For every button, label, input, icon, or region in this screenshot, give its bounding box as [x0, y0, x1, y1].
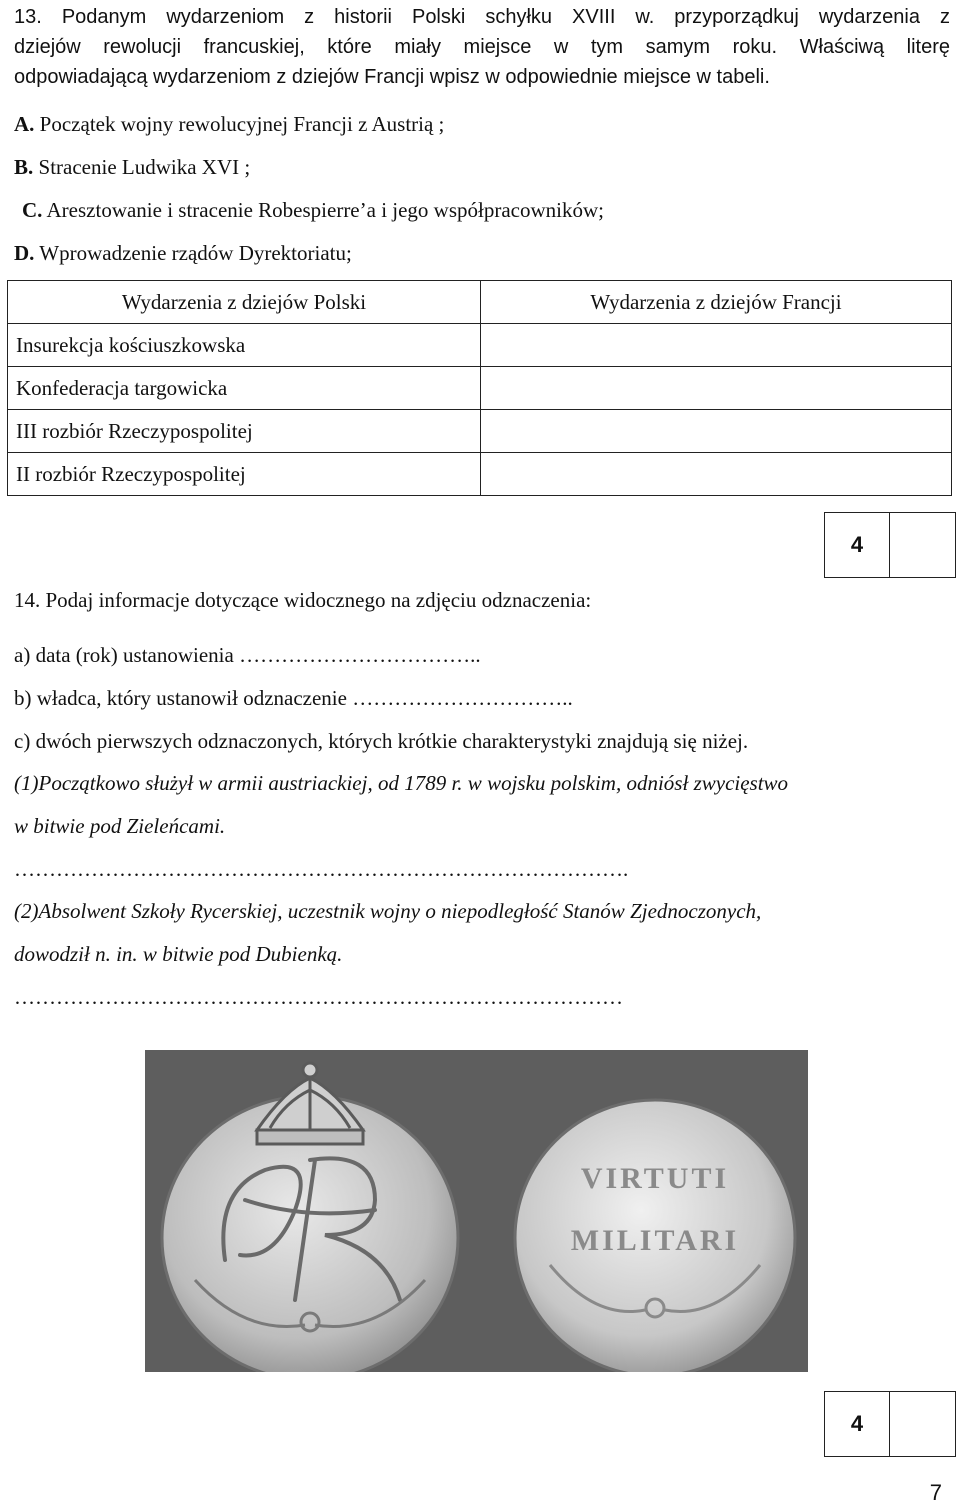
table-header-row	[8, 281, 952, 324]
question-13-text	[14, 2, 950, 92]
person-1-line-2: w bitwie pod Zieleńcami.	[14, 814, 226, 838]
q14-a: a) data (rok) ustanowienia ……………………………..	[14, 643, 481, 667]
events-table	[7, 280, 952, 496]
table-row	[8, 324, 952, 367]
q14-b: b) władca, który ustanowił odznaczenie …………………………..	[14, 686, 573, 710]
page-number: 7	[929, 1480, 942, 1505]
medal-text-virtuti: VIRTUTI	[580, 1162, 730, 1195]
q13-line-3: odpowiadającą wydarzeniom z dziejów Francji wpisz w odpowiednie miejsce w tabeli.	[14, 66, 770, 88]
france-answer-cell[interactable]	[481, 410, 952, 453]
poland-event: Insurekcja kościuszkowska	[8, 324, 481, 367]
header-poland: Wydarzenia z dziejów Polski	[8, 281, 481, 324]
option-d: D. Wprowadzenie rządów Dyrektoriatu;	[14, 241, 352, 265]
q13-line-2: dziejów rewolucji francuskiej, które miały miejsce w tym samym roku. Właściwą literę	[14, 36, 950, 58]
medal-photo	[145, 1050, 808, 1372]
poland-event: III rozbiór Rzeczypospolitej	[8, 410, 481, 453]
q14-c: c) dwóch pierwszych odznaczonych, których krótkie charakterystyki znajdują się niżej.	[14, 729, 749, 753]
option-a: A. Początek wojny rewolucyjnej Francji z Austrią ;	[14, 112, 445, 136]
medal-reverse	[515, 1100, 795, 1372]
max-points: 4	[825, 513, 890, 577]
awarded-points-cell[interactable]	[890, 513, 954, 577]
person-2-answer-line[interactable]: ……………………………………………………………………………	[14, 985, 623, 1009]
france-answer-cell[interactable]	[481, 324, 952, 367]
question-14-title: 14. Podaj informacje dotyczące widocznego na zdjęciu odznaczenia:	[14, 588, 592, 612]
medal-photo-svg	[145, 1050, 808, 1372]
q13-line-1: 13. Podanym wydarzeniom z historii Polski schyłku XVIII w. przyporządkuj wydarzenia z	[14, 6, 950, 28]
q13-score-box	[824, 512, 956, 578]
poland-event: II rozbiór Rzeczypospolitej	[8, 453, 481, 496]
poland-event: Konfederacja targowicka	[8, 367, 481, 410]
table-row	[8, 410, 952, 453]
header-france: Wydarzenia z dziejów Francji	[481, 281, 952, 324]
q14-score-box	[824, 1391, 956, 1457]
person-1-answer-line[interactable]: …………………………………………………………………………….	[14, 857, 629, 881]
option-c: C. Aresztowanie i stracenie Robespierre’a i jego współpracowników;	[22, 198, 604, 222]
person-2-line-1: (2)Absolwent Szkoły Rycerskiej, uczestnik wojny o niepodległość Stanów Zjednoczonych,	[14, 899, 762, 923]
france-answer-cell[interactable]	[481, 367, 952, 410]
person-2-line-2: dowodził n. in. w bitwie pod Dubienką.	[14, 942, 343, 966]
max-points: 4	[825, 1392, 890, 1456]
table-row	[8, 367, 952, 410]
medal-text-militari: MILITARI	[570, 1224, 740, 1257]
awarded-points-cell[interactable]	[890, 1392, 954, 1456]
option-b: B. Stracenie Ludwika XVI ;	[14, 155, 251, 179]
france-answer-cell[interactable]	[481, 453, 952, 496]
person-1-line-1: (1)Początkowo służył w armii austriackiej, od 1789 r. w wojsku polskim, odniósł zwycięstwo	[14, 771, 789, 795]
table-row	[8, 453, 952, 496]
